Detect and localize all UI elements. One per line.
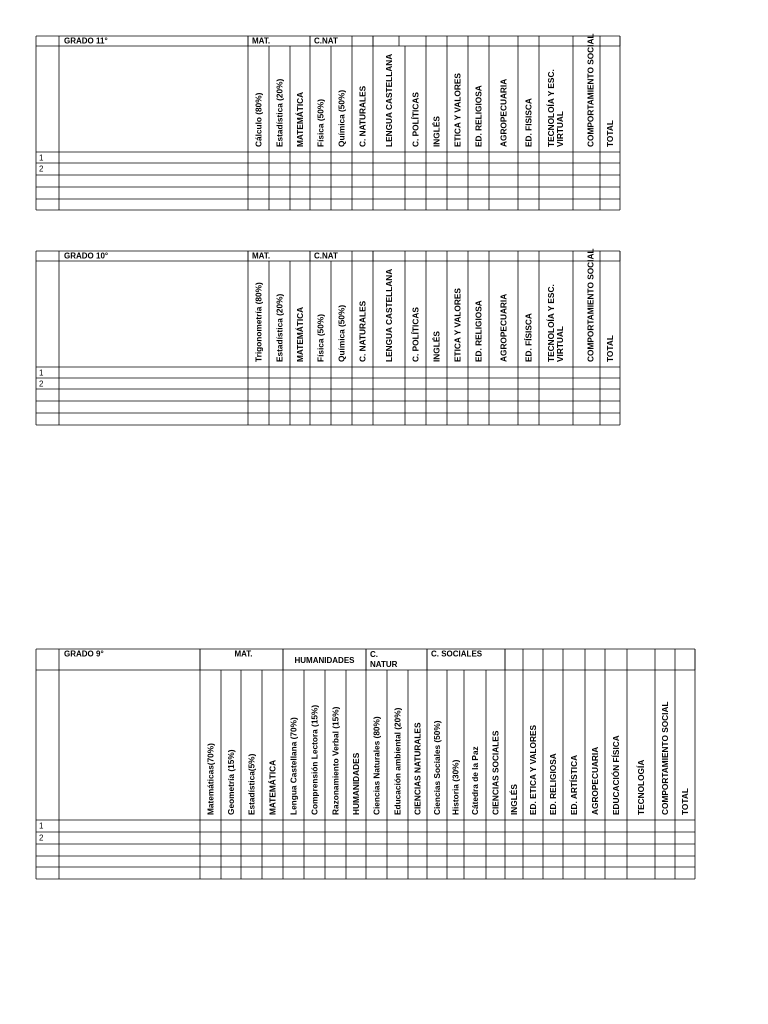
subject-header: C. NATURALES xyxy=(357,300,368,362)
subject-header: INGLÉS xyxy=(431,331,442,362)
row-number: 1 xyxy=(39,153,44,163)
subject-header: Matemáticas(70%) xyxy=(205,743,216,815)
group-header: MAT. xyxy=(252,36,271,46)
subject-header: C. POLÍTICAS xyxy=(410,307,421,362)
subject-header: Historia (30%) xyxy=(450,759,461,815)
subject-header: TECNOLOGÍA xyxy=(636,759,646,815)
subject-header: AGROPECUARIA xyxy=(590,746,600,815)
grade-table-3 xyxy=(36,649,695,879)
subject-header: Geometría (15%) xyxy=(226,749,236,815)
subject-header: Ciencias Naturales (80%) xyxy=(371,716,382,815)
subject-header: CIENCIAS SOCIALES xyxy=(490,730,501,815)
grade-title: GRADO 10° xyxy=(64,251,109,261)
subject-header: TECNOLOÍA Y ESC.VIRTUAL xyxy=(546,284,565,362)
subject-header: Ciencias Sociales (50%) xyxy=(432,720,442,815)
group-header-line2: NATUR xyxy=(370,660,398,669)
subject-header: Física (50%) xyxy=(315,314,326,362)
subject-header: TOTAL xyxy=(605,335,615,362)
subject-header: COMPORTAMIENTO SOCIAL xyxy=(585,248,596,362)
subject-header: Física (50%) xyxy=(315,99,326,147)
grade-table-2 xyxy=(36,248,620,425)
subject-header: TOTAL xyxy=(680,788,690,815)
subject-header: AGROPECUARIA xyxy=(498,293,509,362)
subject-header: Comprensión Lectora (15%) xyxy=(309,704,320,815)
group-header: MAT. xyxy=(234,649,253,659)
subject-header: INGLÉS xyxy=(509,784,519,815)
subject-header: INGLÉS xyxy=(431,116,442,147)
subject-header: AGROPECUARIA xyxy=(498,78,509,147)
subject-header: HUMANIDADES xyxy=(351,752,361,815)
subject-header: Trigonometría (80%) xyxy=(253,282,264,362)
row-number: 2 xyxy=(39,164,44,174)
row-number: 1 xyxy=(39,368,44,378)
subject-header: CIENCIAS NATURALES xyxy=(412,722,423,815)
row-number: 2 xyxy=(39,379,44,389)
group-header: C. xyxy=(370,650,378,659)
subject-header: Química (50%) xyxy=(336,304,347,362)
subject-header: ED. RELIGIOSA xyxy=(473,85,484,147)
subject-header: ED. ETICA Y VALORES xyxy=(528,724,538,815)
grade-title: GRADO 11° xyxy=(64,36,108,46)
subject-header: Lengua Castellana (70%) xyxy=(288,717,299,815)
subject-header: Cálculo (80%) xyxy=(253,92,264,147)
subject-header: ED. RELIGIOSA xyxy=(548,753,558,815)
subject-header: Cátedra de la Paz xyxy=(470,746,480,815)
subject-header: COMPORTAMIENTO SOCIAL xyxy=(660,701,670,815)
subject-header: Química (50%) xyxy=(336,89,347,147)
subject-header: MATEMÁTICA xyxy=(267,759,278,815)
subject-header: TOTAL xyxy=(605,120,615,147)
grade-title: GRADO 9° xyxy=(64,649,104,659)
subject-header: TECNOLOÍA Y ESC.VIRTUAL xyxy=(546,69,565,147)
subject-header: C. NATURALES xyxy=(357,85,368,147)
group-header: C. SOCIALES xyxy=(431,649,483,659)
group-header: C.NAT xyxy=(314,36,338,46)
group-header: MAT. xyxy=(252,251,271,261)
subject-header: Razonamiento Verbal (15%) xyxy=(330,706,341,815)
subject-header: C. POLÍTICAS xyxy=(410,92,421,147)
subject-header: Estadística(5%) xyxy=(246,753,257,815)
subject-header: ED. RELIGIOSA xyxy=(473,300,484,362)
subject-header: EDUCACIÓN FÍSICA xyxy=(611,735,621,815)
subject-header: ED. FÍSISCA xyxy=(523,313,534,362)
grade-table-1 xyxy=(36,33,620,210)
group-header: C.NAT xyxy=(314,251,338,261)
subject-header: ED. ARTÍSTICA xyxy=(569,754,579,815)
subject-header: MATEMÁTICA xyxy=(295,91,305,147)
subject-header: LENGUA CASTELLANA xyxy=(384,53,394,147)
subject-header: COMPORTAMIENTO SOCIAL xyxy=(585,33,596,147)
subject-header: ED. FISISCA xyxy=(523,98,534,147)
row-number: 1 xyxy=(39,821,44,831)
subject-header: MATEMÁTICA xyxy=(295,306,305,362)
row-number: 2 xyxy=(39,833,44,843)
subject-header: ETICA Y VALORES xyxy=(452,73,463,147)
subject-header: Educación ambiental (20%) xyxy=(392,707,403,815)
subject-header: ETICA Y VALORES xyxy=(452,288,463,362)
subject-header: Estadística (20%) xyxy=(274,78,285,147)
subject-header: LENGUA CASTELLANA xyxy=(384,268,394,362)
subject-header: Estadística (20%) xyxy=(274,293,285,362)
group-header: HUMANIDADES xyxy=(294,656,355,665)
